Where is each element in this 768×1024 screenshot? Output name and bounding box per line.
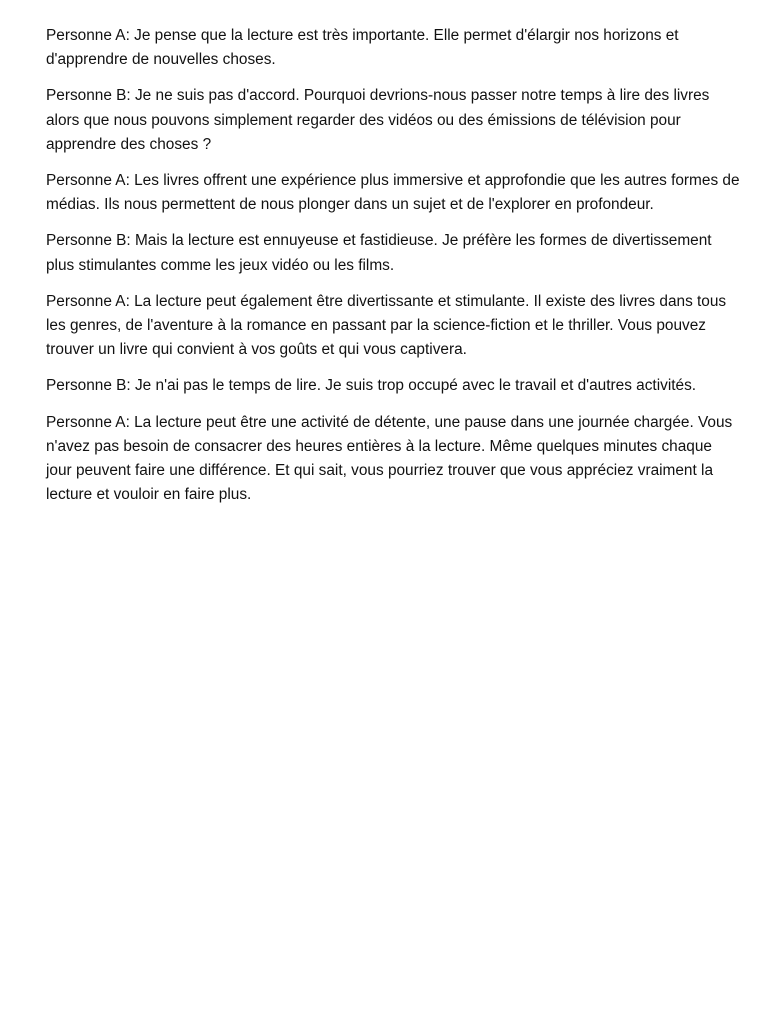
- dialogue-paragraph: Personne A: Les livres offrent une expérience plus immersive et approfondie que les autres formes de médias. Ils nous permettent de nous plonger dans un sujet et de l'explorer en profondeur.: [46, 172, 740, 214]
- dialogue-paragraph: Personne B: Je n'ai pas le temps de lire. Je suis trop occupé avec le travail et d'autres activités.: [46, 377, 697, 395]
- dialogue-paragraph: Personne B: Je ne suis pas d'accord. Pourquoi devrions-nous passer notre temps à lire des livres alors que nous pouvons simplement regarder des vidéos ou des émissions de télévision pour apprendre des choses ?: [46, 87, 710, 153]
- dialogue-paragraph: Personne B: Mais la lecture est ennuyeuse et fastidieuse. Je préfère les formes de divertissement plus stimulantes comme les jeux vidéo ou les films.: [46, 232, 712, 274]
- dialogue-paragraph: Personne A: La lecture peut être une activité de détente, une pause dans une journée chargée. Vous n'avez pas besoin de consacrer des heures entières à la lecture. Même quelques minutes chaque jour peuvent faire une différence. Et qui sait, vous pourriez trouver que vous appréciez vraiment la lecture et vouloir en faire plus.: [46, 413, 733, 504]
- document-page: [46, 24, 741, 519]
- dialogue-paragraph: Personne A: Je pense que la lecture est très importante. Elle permet d'élargir nos horizons et d'apprendre de nouvelles choses.: [46, 27, 679, 69]
- dialogue-paragraph: Personne A: La lecture peut également être divertissante et stimulante. Il existe des livres dans tous les genres, de l'aventure à la romance en passant par la science-fiction et le thriller. Vous pouvez trouver un livre qui convient à vos goûts et qui vous captivera.: [46, 292, 727, 359]
